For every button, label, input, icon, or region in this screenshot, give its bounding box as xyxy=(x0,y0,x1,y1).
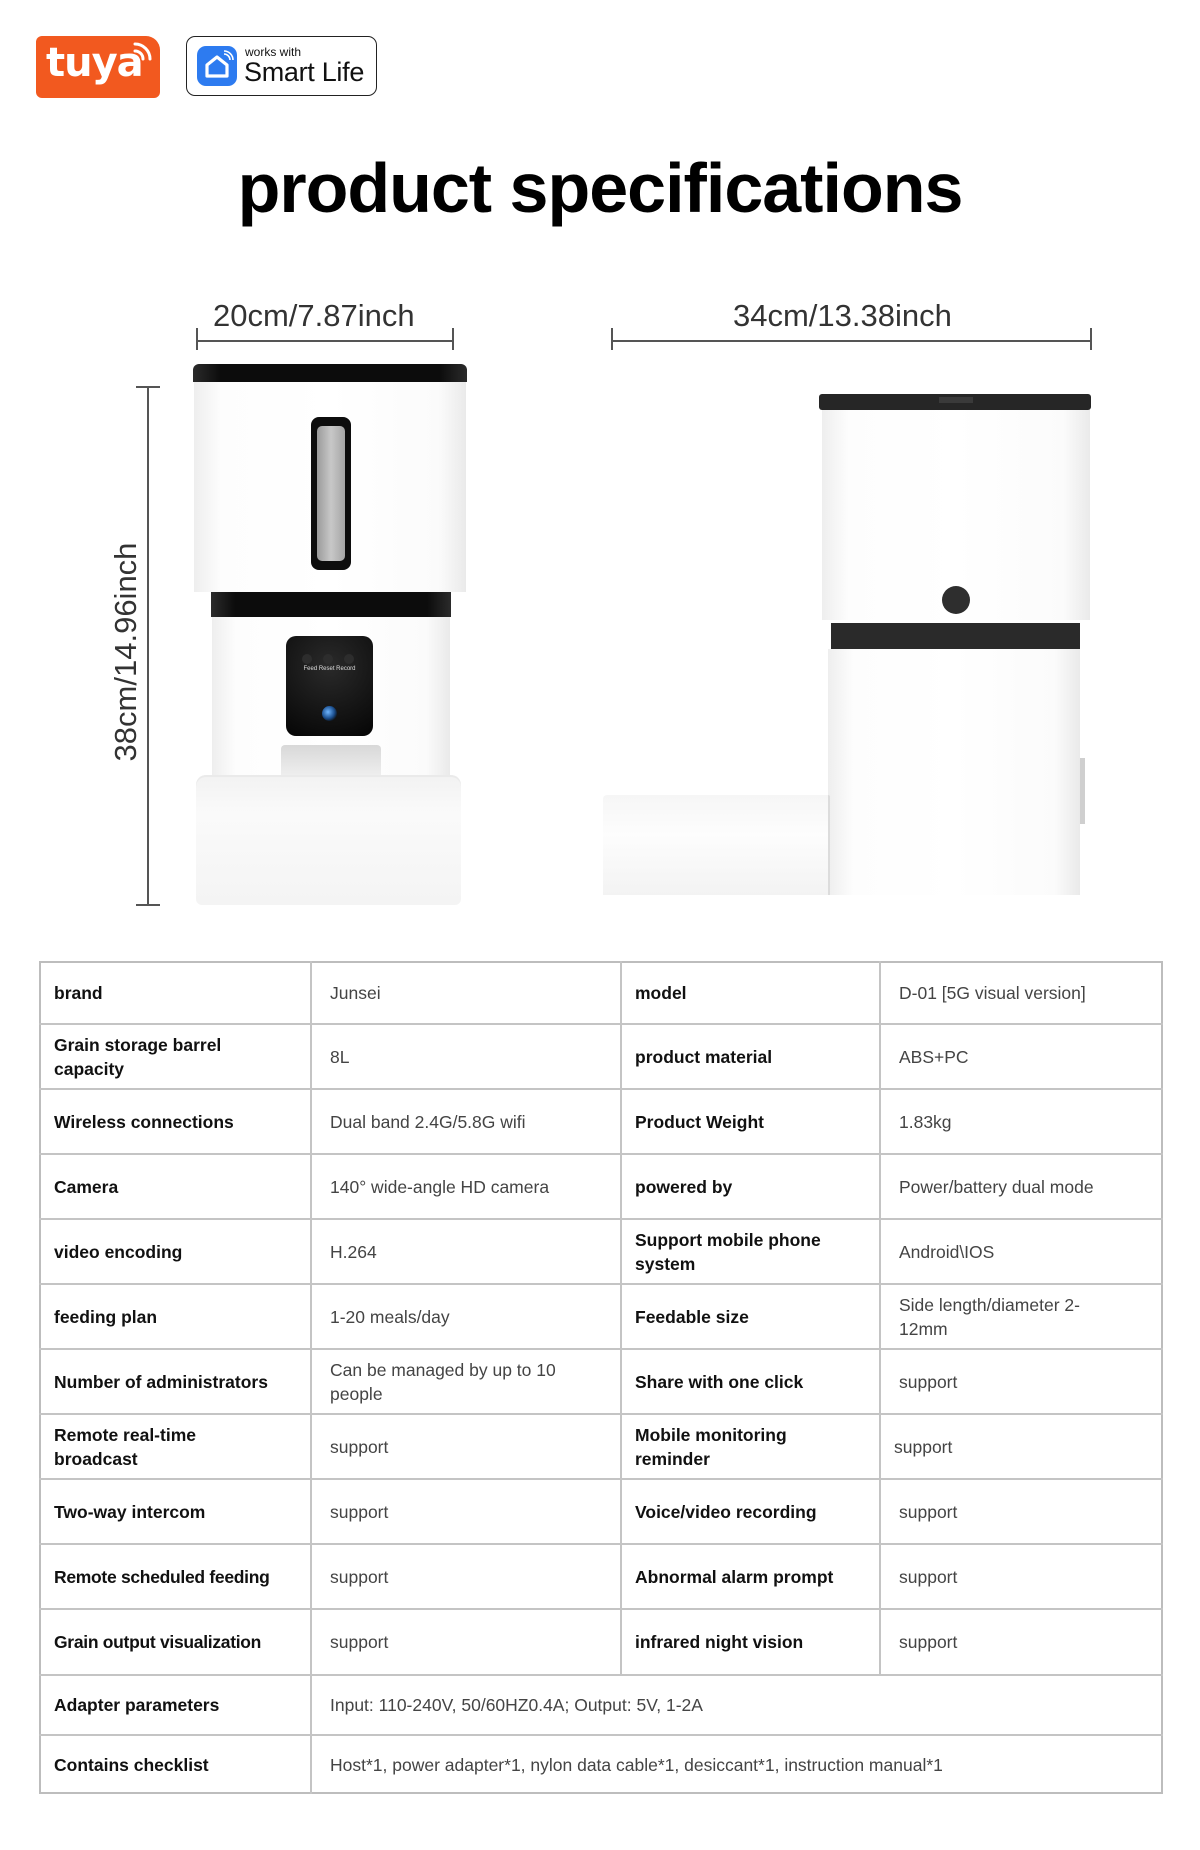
spec-value: support xyxy=(330,1501,389,1522)
works-with-text: works with xyxy=(245,45,302,59)
spec-label: Remote real-time broadcast xyxy=(54,1424,196,1469)
page-title: product specifications xyxy=(237,149,963,227)
side-port xyxy=(1080,758,1085,824)
side-middle-band xyxy=(831,623,1080,649)
spec-label: Contains checklist xyxy=(54,1754,209,1775)
spec-value: support xyxy=(899,1371,958,1392)
spec-value: D-01 [5G visual version] xyxy=(899,983,1086,1003)
smart-life-home-icon xyxy=(197,46,237,86)
height-tick-top xyxy=(136,386,160,388)
spec-value: Android\IOS xyxy=(899,1241,995,1262)
spec-value: H.264 xyxy=(330,1241,377,1262)
height-label: 38cm/14.96inch xyxy=(108,542,143,762)
side-depth-line xyxy=(612,340,1092,342)
spec-value: support xyxy=(330,1632,389,1652)
smart-life-text: Smart Life xyxy=(244,57,365,87)
food-bowl-side xyxy=(603,795,830,895)
front-width-tick-right xyxy=(452,328,454,350)
side-lid xyxy=(819,394,1091,410)
spec-label: Camera xyxy=(54,1176,119,1197)
spec-value: ABS+PC xyxy=(899,1046,969,1067)
spec-label: Mobile monitoring reminder xyxy=(635,1424,787,1469)
record-button-icon xyxy=(344,654,354,664)
spec-value: Can be managed by up to 10 people xyxy=(330,1359,556,1404)
panel-button-labels: Feed Reset Record xyxy=(303,666,356,672)
spec-value: Host*1, power adapter*1, nylon data cable*1, desiccant*1, instruction manual*1 xyxy=(330,1754,943,1775)
spec-label: Remote scheduled feeding xyxy=(54,1566,270,1587)
front-width-label: 20cm/7.87inch xyxy=(213,298,415,333)
side-lower-body xyxy=(828,649,1080,895)
spec-label: product material xyxy=(635,1046,773,1067)
spec-value: Side length/diameter 2-12mm xyxy=(899,1294,1080,1339)
spec-label: Support mobile phone system xyxy=(635,1229,821,1274)
spec-value: Junsei xyxy=(330,983,381,1003)
spec-label: Grain output visualization xyxy=(54,1632,262,1652)
spec-value: support xyxy=(894,1436,953,1457)
spec-value: 1.83kg xyxy=(899,1111,952,1132)
spec-value: support xyxy=(330,1436,389,1457)
spec-label: infrared night vision xyxy=(635,1632,804,1652)
spec-value: support xyxy=(899,1632,958,1652)
food-bowl-front xyxy=(196,775,461,905)
tuya-logo-text: tuya xyxy=(46,40,143,86)
spec-value: Power/battery dual mode xyxy=(899,1176,1094,1197)
spec-value: 8L xyxy=(330,1046,350,1067)
spec-label: Product Weight xyxy=(635,1111,764,1132)
spec-label: Feedable size xyxy=(635,1306,749,1327)
front-middle-band xyxy=(211,592,451,617)
spec-label: model xyxy=(635,983,687,1003)
spec-label: Voice/video recording xyxy=(635,1501,817,1522)
spec-value: support xyxy=(330,1566,389,1587)
spec-value: support xyxy=(899,1501,958,1522)
spec-label: Wireless connections xyxy=(54,1111,234,1132)
spec-label: video encoding xyxy=(54,1241,183,1262)
side-depth-label: 34cm/13.38inch xyxy=(733,298,952,333)
spec-value: 140° wide-angle HD camera xyxy=(330,1176,550,1197)
spec-value: Input: 110-240V, 50/60HZ0.4A; Output: 5V, 1-2A xyxy=(330,1695,703,1715)
spec-label: Share with one click xyxy=(635,1371,804,1392)
spec-label: brand xyxy=(54,983,103,1003)
wifi-icon xyxy=(132,42,152,62)
spec-label: Abnormal alarm prompt xyxy=(635,1566,834,1587)
spec-value: support xyxy=(899,1566,958,1587)
feed-button-icon xyxy=(302,654,312,664)
spec-label: Grain storage barrel capacity xyxy=(54,1034,222,1079)
side-depth-tick-right xyxy=(1090,328,1092,350)
spec-label: feeding plan xyxy=(54,1306,158,1327)
front-width-line xyxy=(197,340,453,342)
side-button-icon[interactable] xyxy=(942,586,970,614)
height-tick-bottom xyxy=(136,904,160,906)
camera-lens-icon xyxy=(322,706,337,721)
front-lid xyxy=(193,364,467,382)
spec-value: Dual band 2.4G/5.8G wifi xyxy=(330,1111,526,1132)
spec-label: powered by xyxy=(635,1176,733,1197)
spec-label: Two-way intercom xyxy=(54,1501,206,1522)
height-line xyxy=(147,387,149,905)
side-depth-tick-left xyxy=(611,328,613,350)
spec-label: Adapter parameters xyxy=(54,1695,220,1715)
spec-value: 1-20 meals/day xyxy=(330,1306,450,1327)
food-level-window xyxy=(311,417,351,570)
front-width-tick-left xyxy=(196,328,198,350)
spec-label: Number of administrators xyxy=(54,1371,268,1392)
works-with-smart-life-badge xyxy=(186,36,377,96)
reset-button-icon xyxy=(323,654,333,664)
tuya-logo xyxy=(36,36,160,98)
control-panel xyxy=(286,636,373,736)
